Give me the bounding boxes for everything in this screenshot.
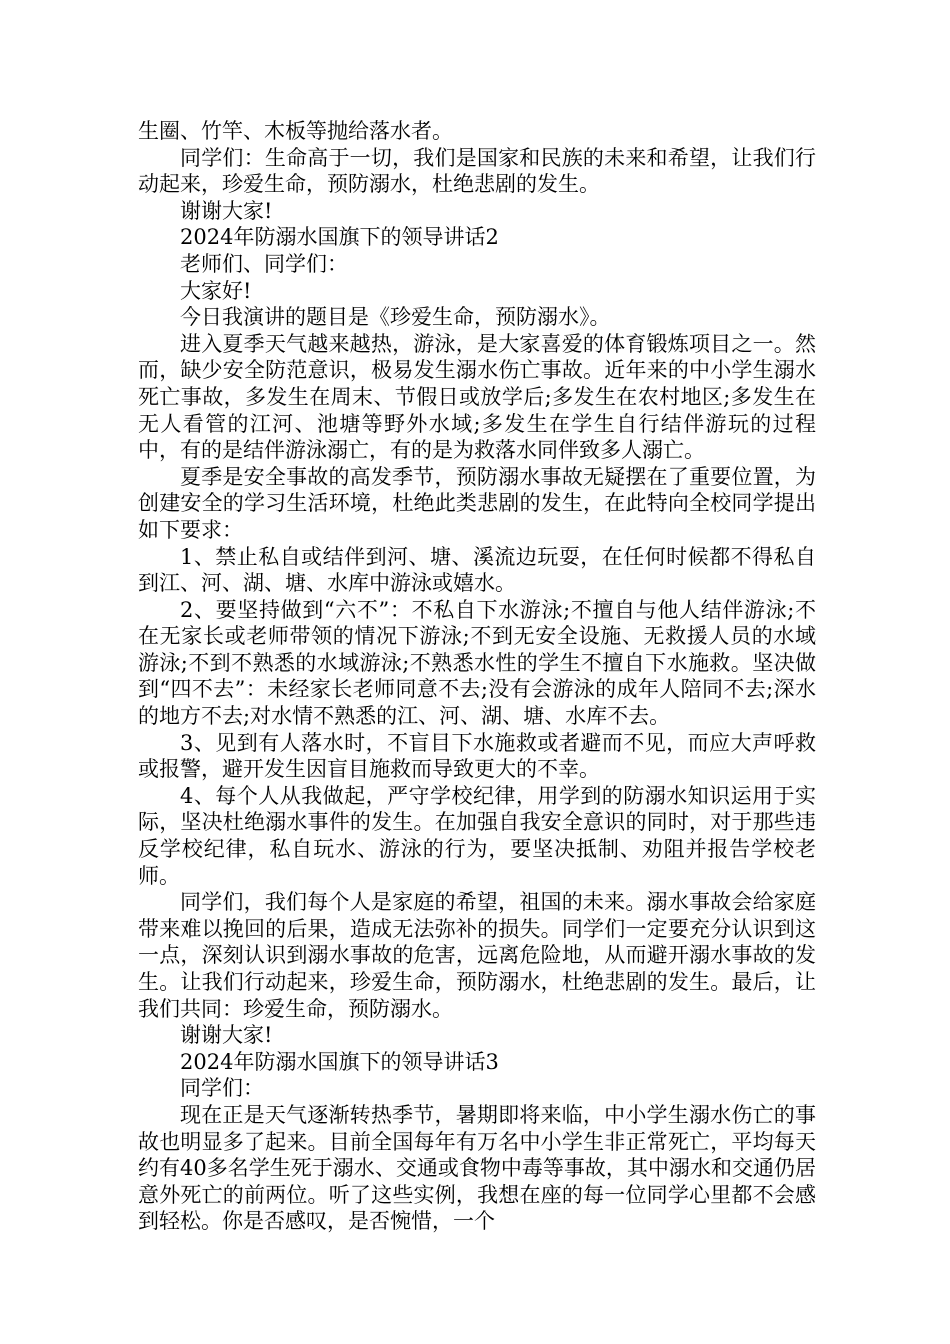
paragraph-1: 生圈、竹竿、木板等抛给落水者。 [138,119,453,143]
paragraph-17: 同学们： [180,1076,264,1101]
paragraph-18: 现在正是天气逐渐转热季节，暑期即将来临，中小学生溺水伤亡的事故也明显多了起来。目前全国每年有万名中小学生非正常死亡，平均每天约有40多名学生死于溺水、交通或食物中毒等事故，其中溺水和交通仍居意外死亡的前两位。听了这些实例，我想在座的每一位同学心里都不会感到轻松。你是否感叹，是否惋惜，一个 [138,1102,816,1234]
section-heading-3: 2024年防溺水国旗下的领导讲话3 [180,1049,499,1074]
requirement-1: 1、禁止私自或结伴到河、塘、溪流边玩耍，在任何时候都不得私自到江、河、湖、塘、水库中游泳或嬉水。 [138,544,816,596]
section-heading-2: 2024年防溺水国旗下的领导讲话2 [180,225,499,250]
paragraph-6: 大家好! [180,278,252,303]
paragraph-9: 夏季是安全事故的高发季节，预防溺水事故无疑摆在了重要位置，为创建安全的学习生活环境，杜绝此类悲剧的发生，在此特向全校同学提出如下要求： [138,464,816,542]
paragraph-5: 老师们、同学们： [180,251,348,276]
paragraph-3: 谢谢大家! [180,198,273,223]
paragraph-7: 今日我演讲的题目是《珍爱生命，预防溺水》。 [180,305,611,330]
requirement-4: 4、每个人从我做起，严守学校纪律，用学到的防溺水知识运用于实际，坚决杜绝溺水事件的发生。在加强自我安全意识的同时，对于那些违反学校纪律，私自玩水、游泳的行为，要坚决抵制、劝阻并报告学校老师。 [138,783,816,888]
document-page [138,118,816,1235]
paragraph-2: 同学们：生命高于一切，我们是国家和民族的未来和希望，让我们行动起来，珍爱生命，预防溺水，杜绝悲剧的发生。 [138,145,816,197]
requirement-2: 2、要坚持做到“六不”：不私自下水游泳;不擅自与他人结伴游泳;不在无家长或老师带领的情况下游泳;不到无安全设施、无救援人员的水域游泳;不到不熟悉的水域游泳;不熟悉水性的学生不擅自下水施救。坚决做到“四不去”：未经家长老师同意不去;没有会游泳的成年人陪同不去;深水的地方不去;对水情不熟悉的江、河、湖、塘、水库不去。 [138,597,816,729]
requirement-3: 3、见到有人落水时，不盲目下水施救或者避而不见，而应大声呼救或报警，避开发生因盲目施救而导致更大的不幸。 [138,730,816,782]
paragraph-15: 谢谢大家! [180,1023,273,1048]
paragraph-14: 同学们，我们每个人是家庭的希望，祖国的未来。溺水事故会给家庭带来难以挽回的后果，造成无法弥补的损失。同学们一定要充分认识到这一点，深刻认识到溺水事故的危害，远离危险地，从而避开溺水事故的发生。让我们行动起来，珍爱生命，预防溺水，杜绝悲剧的发生。最后，让我们共同：珍爱生命，预防溺水。 [138,890,816,1021]
paragraph-8: 进入夏季天气越来越热，游泳，是大家喜爱的体育锻炼项目之一。然而，缺少安全防范意识，极易发生溺水伤亡事故。近年来的中小学生溺水死亡事故，多发生在周末、节假日或放学后;多发生在农村地区;多发生在无人看管的江河、池塘等野外水域;多发生在学生自行结伴游玩的过程中，有的是结伴游泳溺亡，有的是为救落水同伴致多人溺亡。 [138,331,816,463]
